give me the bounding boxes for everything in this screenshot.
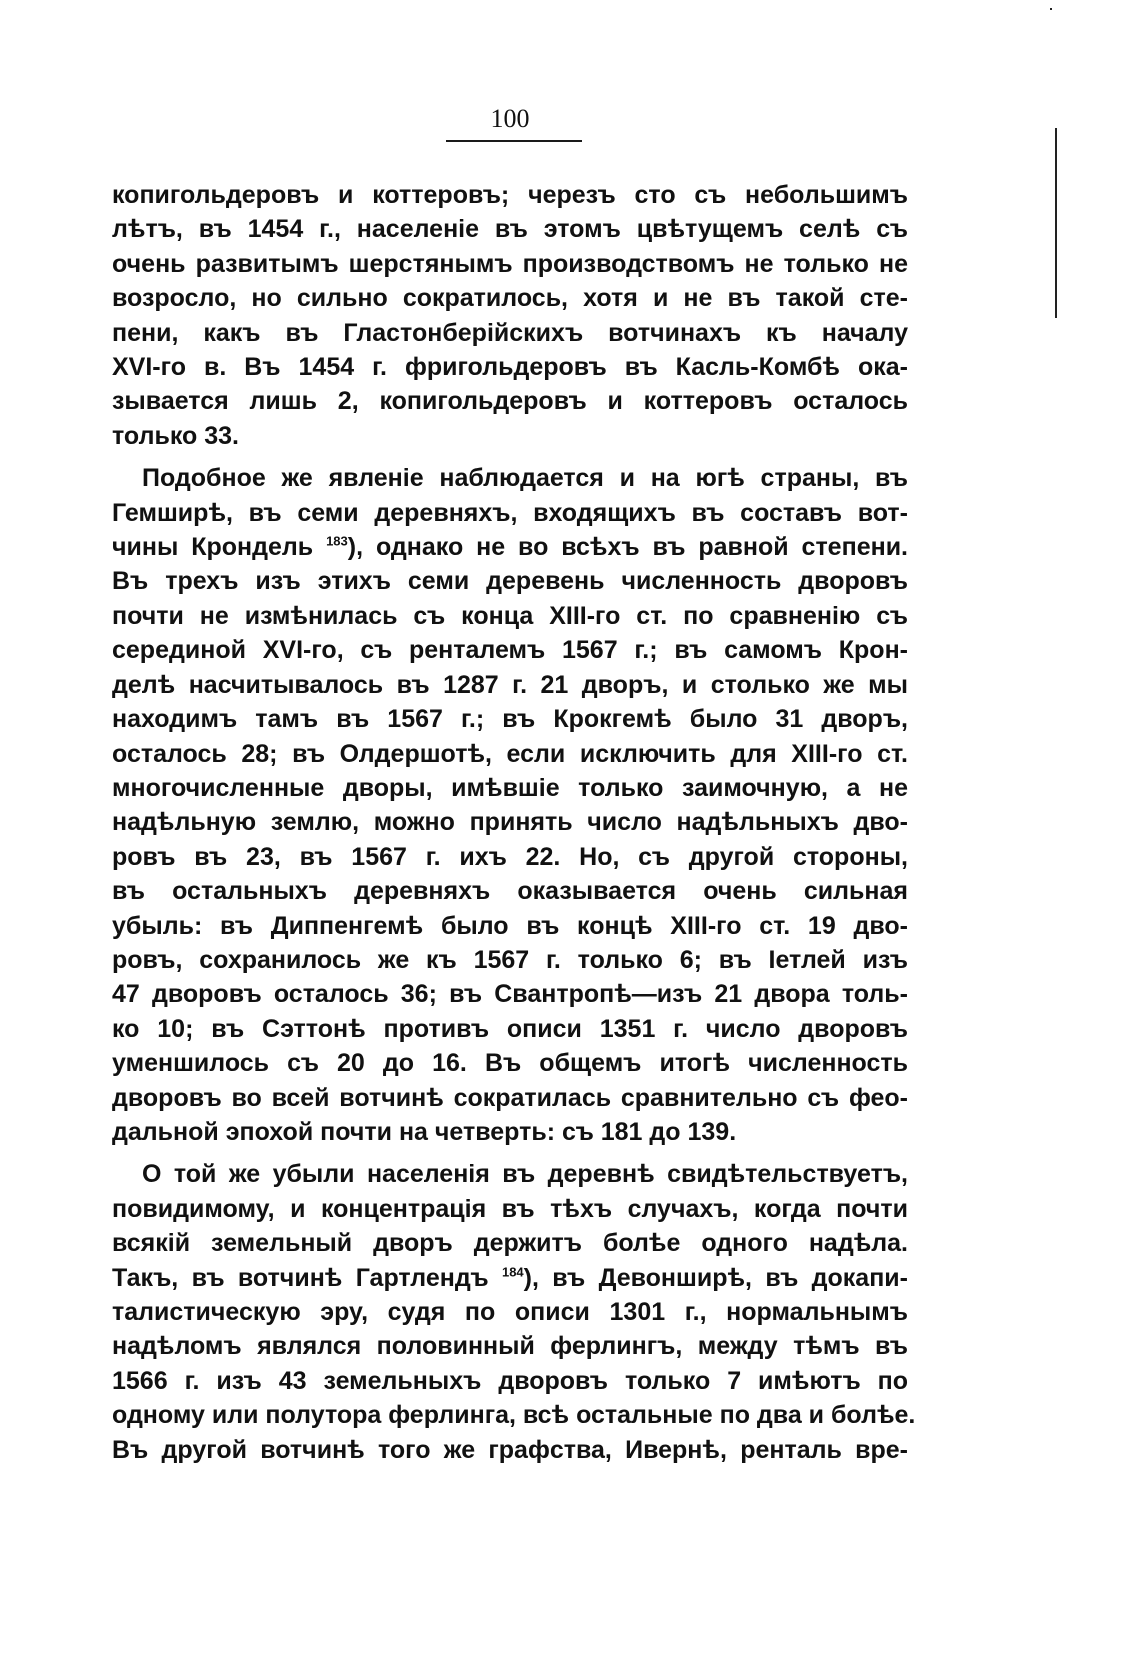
text-line: Въ трехъ изъ этихъ семи деревень численность дворовъ [112, 567, 908, 596]
text-line-with-footnote [112, 1261, 908, 1295]
scan-speck [1050, 8, 1052, 10]
body-text [112, 178, 916, 1475]
text-line: въ остальныхъ деревняхъ оказывается очень сильная [112, 877, 908, 906]
text-fragment: чины Крондель [112, 533, 314, 562]
text-line: XVI-го в. Въ 1454 г. фригольдеровъ въ Касль-Комбѣ ока- [112, 353, 908, 382]
text-line: только 33. [112, 421, 239, 450]
text-line: убыль: въ Диппенгемѣ было въ концѣ XIII-го ст. 19 дво- [112, 911, 908, 940]
text-line: дворовъ во всей вотчинѣ сократилась сравнительно съ фео- [112, 1083, 908, 1112]
text-line: Подобное же явленіе наблюдается и на югѣ страны, въ [142, 464, 908, 493]
text-line: зывается лишь 2, копигольдеровъ и коттеровъ осталось [112, 387, 908, 416]
text-line: уменшилось съ 20 до 16. Въ общемъ итогѣ численность [112, 1049, 908, 1078]
paragraph-3 [112, 1157, 916, 1467]
text-line: пени, какъ въ Гластонберійскихъ вотчинахъ къ началу [112, 318, 908, 347]
text-line: осталось 28; въ Олдершотѣ, если исключить для XIII-го ст. [112, 739, 908, 768]
text-line: Въ другой вотчинѣ того же графства, Ивернѣ, ренталь вре- [112, 1435, 908, 1464]
text-line: лѣтъ, въ 1454 г., населеніе въ этомъ цвѣтущемъ селѣ съ [112, 215, 908, 244]
text-line: возросло, но сильно сократилось, хотя и не въ такой сте- [112, 284, 908, 313]
text-line: талистическую эру, судя по описи 1301 г., нормальнымъ [112, 1298, 908, 1326]
text-line: всякій земельный дворъ держитъ болѣе одного надѣла. [112, 1229, 908, 1258]
text-line-with-footnote [112, 530, 908, 564]
text-fragment: ), въ Девонширѣ, въ докапи- [523, 1263, 908, 1292]
text-line: повидимому, и концентрація въ тѣхъ случахъ, когда почти [112, 1194, 908, 1223]
page-number: 100 [490, 104, 530, 133]
paragraph-2 [112, 461, 908, 1149]
text-line: делѣ насчитывалось въ 1287 г. 21 дворъ, и столько же мы [112, 670, 908, 699]
text-line: О той же убыли населенія въ деревнѣ свидѣтельствуетъ, [142, 1160, 908, 1189]
text-line: ко 10; въ Сэттонѣ противъ описи 1351 г. число дворовъ [112, 1014, 908, 1043]
text-line: 1566 г. изъ 43 земельныхъ дворовъ только 7 имѣютъ по [112, 1366, 908, 1395]
text-line: почти не измѣнилась съ конца XIII-го ст. по сравненію съ [112, 601, 908, 630]
scan-edge-mark [1055, 128, 1057, 318]
paragraph-1 [112, 178, 908, 453]
text-line: дальной эпохой почти на четверть: съ 181 до 139. [112, 1117, 737, 1146]
text-line: очень развитымъ шерстянымъ производствомъ не только не [112, 249, 908, 278]
text-line: находимъ тамъ въ 1567 г.; въ Крокгемѣ было 31 дворъ, [112, 705, 908, 734]
text-line: многочисленные дворы, имѣвшіе только заимочную, а не [112, 773, 908, 802]
text-line: ровъ, сохранилось же къ 1567 г. только 6; въ Іетлей изъ [112, 945, 908, 974]
text-line: копигольдеровъ и коттеровъ; черезъ сто съ небольшимъ [112, 181, 908, 209]
text-line: ровъ въ 23, въ 1567 г. ихъ 22. Но, съ другой стороны, [112, 842, 908, 871]
text-line: Гемширѣ, въ семи деревняхъ, входящихъ въ составъ вот- [112, 498, 908, 527]
footnote-ref: 183 [326, 533, 348, 549]
text-line: 47 дворовъ осталось 36; въ Свантропѣ—изъ 21 двора толь- [112, 980, 908, 1009]
footnote-ref: 184 [501, 1264, 524, 1280]
page-number-rule [446, 140, 582, 142]
text-line: серединой XVI-го, съ ренталемъ 1567 г.; въ самомъ Крон- [112, 636, 908, 665]
text-line: надѣломъ являлся половинный ферлингъ, между тѣмъ въ [112, 1332, 908, 1361]
text-line: одному или полутора ферлинга, всѣ остальные по два и болѣе. [112, 1401, 916, 1430]
text-line: надѣльную землю, можно принять число надѣльныхъ дво- [112, 808, 908, 837]
text-fragment: Такъ, въ вотчинѣ Гартлендъ [112, 1263, 489, 1292]
text-fragment: ), однако не во всѣхъ въ равной степени. [347, 533, 909, 562]
